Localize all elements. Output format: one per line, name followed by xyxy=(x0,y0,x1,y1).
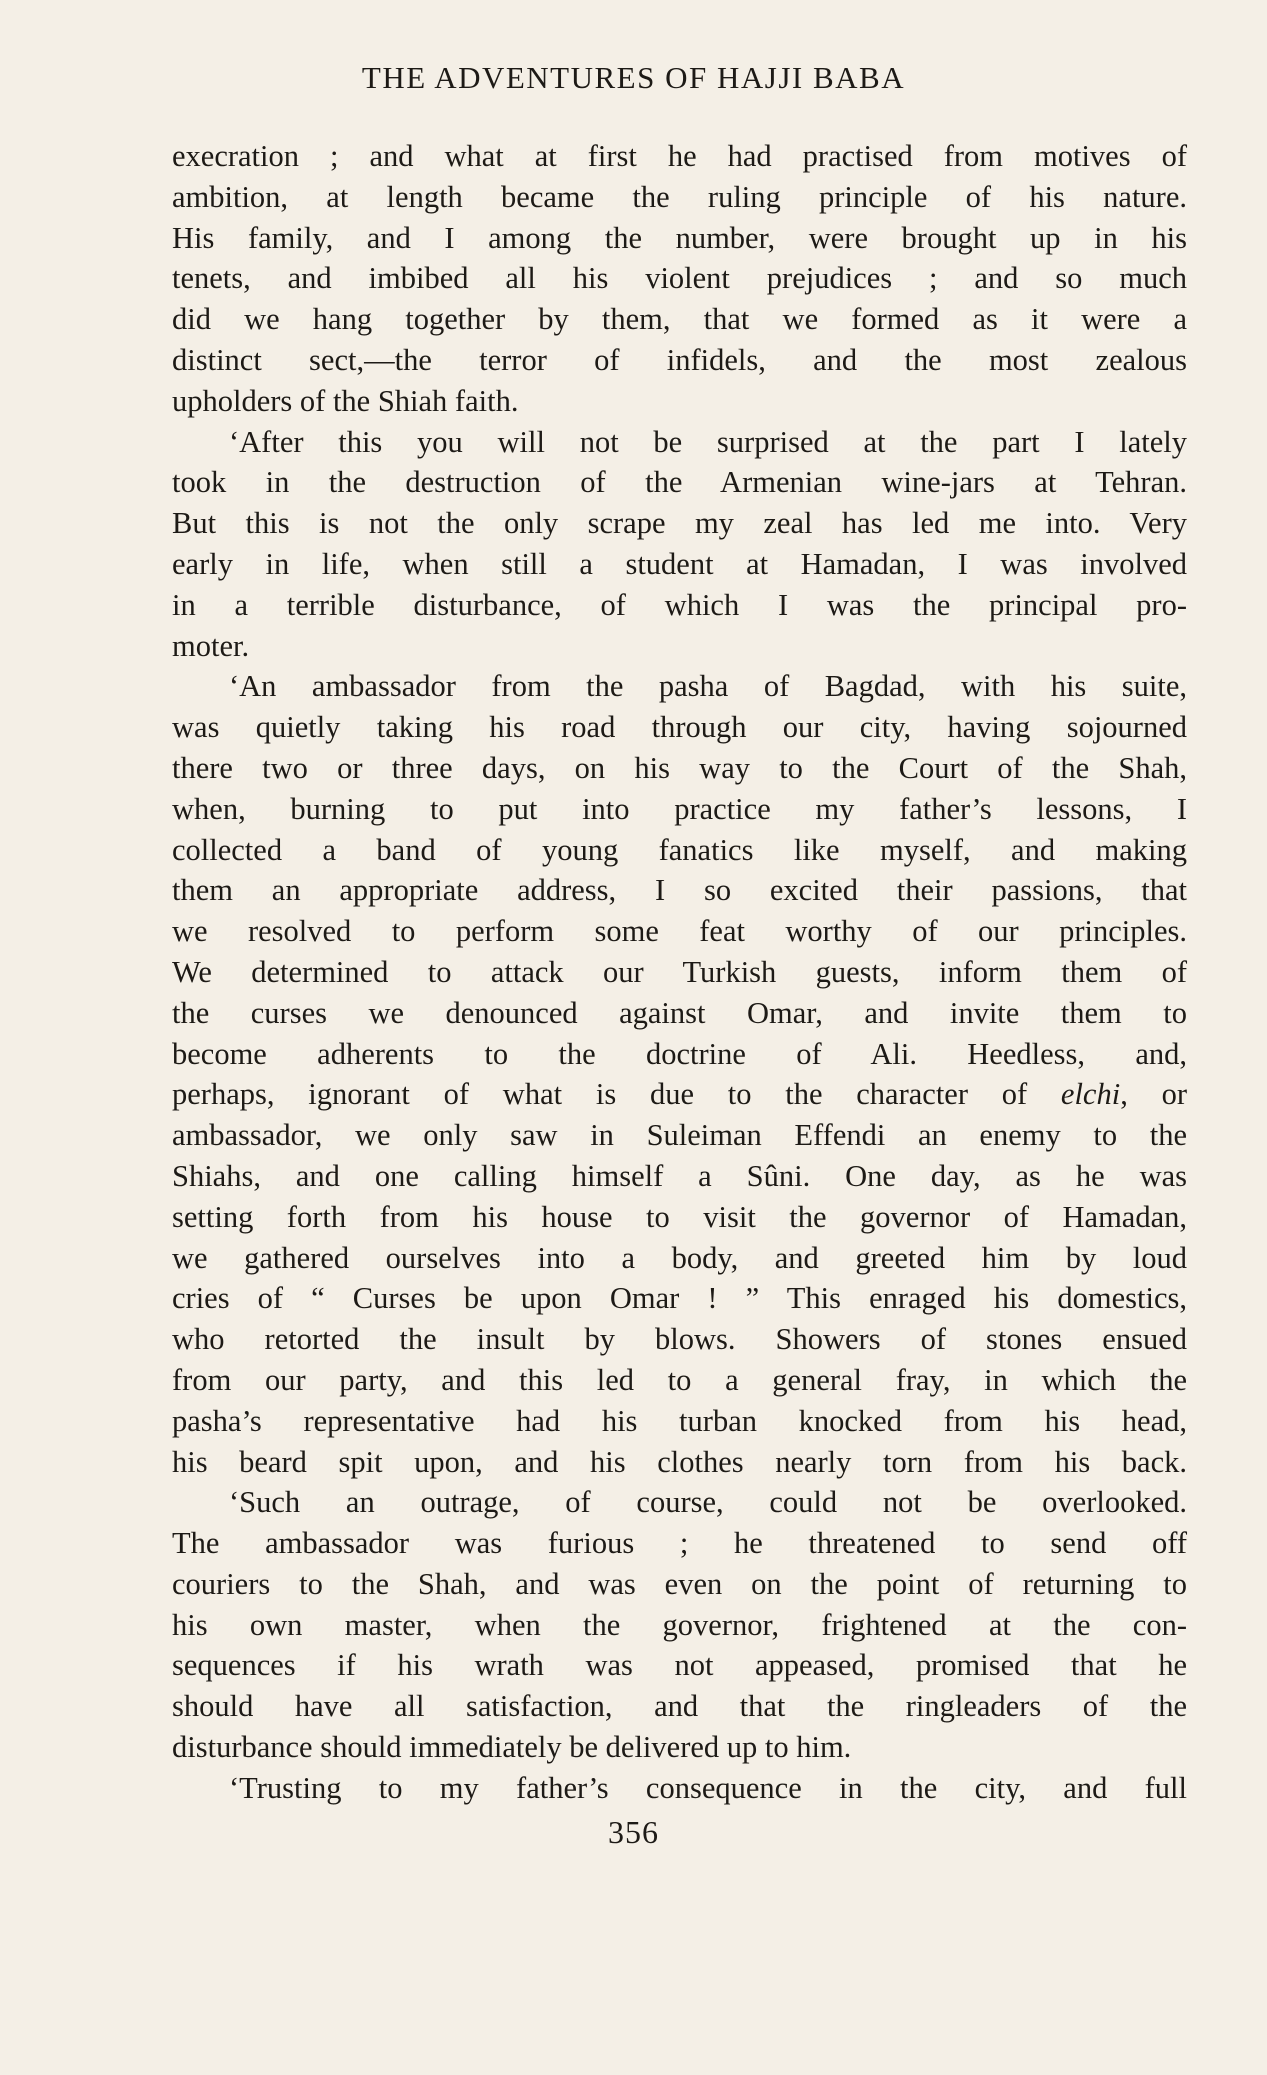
text-line: Shiahs, and one calling himself a Sûni. One day, as he was xyxy=(172,1158,1187,1193)
text-line: we gathered ourselves into a body, and greeted him by loud xyxy=(172,1240,1187,1275)
text-line: tenets, and imbibed all his violent prejudices ; and so much xyxy=(172,261,1187,296)
text-line: ‘After this you will not be surprised at the part I lately xyxy=(229,424,1187,459)
text-line: we resolved to perform some feat worthy of our principles. xyxy=(172,914,1187,949)
text-line: setting forth from his house to visit the governor of Hamadan, xyxy=(172,1199,1187,1234)
text-line: pasha’s representative had his turban knocked from his head, xyxy=(172,1403,1187,1438)
text-line: disturbance should immediately be delivered up to him. xyxy=(172,1730,852,1765)
text-line: His family, and I among the number, were brought up in his xyxy=(172,220,1187,255)
text-line: from our party, and this led to a general fray, in which the xyxy=(172,1362,1187,1397)
text-line: ambition, at length became the ruling principle of his nature. xyxy=(172,179,1187,214)
text-line: there two or three days, on his way to the Court of the Shah, xyxy=(172,750,1187,785)
text-line: ‘Such an outrage, of course, could not be overlooked. xyxy=(229,1485,1187,1520)
text-line: moter. xyxy=(172,628,250,663)
text-line: in a terrible disturbance, of which I was the principal pro- xyxy=(172,587,1187,622)
text-line-suffix: , or xyxy=(1120,1077,1187,1112)
text-line: upholders of the Shiah faith. xyxy=(172,383,519,418)
text-line: should have all satisfaction, and that the ringleaders of the xyxy=(172,1689,1187,1724)
text-line: But this is not the only scrape my zeal has led me into. Very xyxy=(172,506,1187,541)
text-line: who retorted the insult by blows. Showers of stones ensued xyxy=(172,1322,1187,1357)
text-line: cries of “ Curses be upon Omar ! ” This enraged his domestics, xyxy=(172,1281,1187,1316)
text-line xyxy=(172,1074,1187,1115)
text-line: ambassador, we only saw in Suleiman Effendi an enemy to the xyxy=(172,1118,1187,1153)
text-line: ‘An ambassador from the pasha of Bagdad, with his suite, xyxy=(229,669,1187,704)
text-line: when, burning to put into practice my father’s lessons, I xyxy=(172,791,1187,826)
running-head: THE ADVENTURES OF HAJJI BABA xyxy=(361,60,906,95)
text-line: ‘Trusting to my father’s consequence in the city, and full xyxy=(229,1770,1187,1805)
text-line: execration ; and what at first he had practised from motives of xyxy=(172,139,1187,173)
text-line: the curses we denounced against Omar, and invite them to xyxy=(172,995,1187,1030)
text-line: collected a band of young fanatics like myself, and making xyxy=(172,832,1187,867)
text-line: distinct sect,—the terror of infidels, and the most zealous xyxy=(172,342,1187,377)
text-line: become adherents to the doctrine of Ali. Heedless, and, xyxy=(172,1036,1187,1071)
text-line: The ambassador was furious ; he threatened to send off xyxy=(172,1526,1187,1561)
italic-term: elchi xyxy=(1060,1077,1121,1112)
body-text xyxy=(172,136,1187,1809)
text-line: took in the destruction of the Armenian wine-jars at Tehran. xyxy=(172,465,1187,500)
text-line-main: perhaps, ignorant of what is due to the character of xyxy=(172,1077,1028,1112)
text-line: early in life, when still a student at Hamadan, I was involved xyxy=(172,546,1187,581)
text-line: them an appropriate address, I so excited their passions, that xyxy=(172,873,1187,908)
text-line: We determined to attack our Turkish guests, inform them of xyxy=(172,954,1187,989)
text-line: did we hang together by them, that we formed as it were a xyxy=(172,302,1187,337)
page-number: 356 xyxy=(608,1814,659,1850)
text-line: his own master, when the governor, frightened at the con- xyxy=(172,1607,1187,1642)
text-line: was quietly taking his road through our city, having sojourned xyxy=(172,710,1187,745)
text-line: couriers to the Shah, and was even on the point of returning to xyxy=(172,1566,1187,1601)
text-line: sequences if his wrath was not appeased, promised that he xyxy=(172,1648,1187,1683)
text-line: his beard spit upon, and his clothes nearly torn from his back. xyxy=(172,1444,1187,1479)
